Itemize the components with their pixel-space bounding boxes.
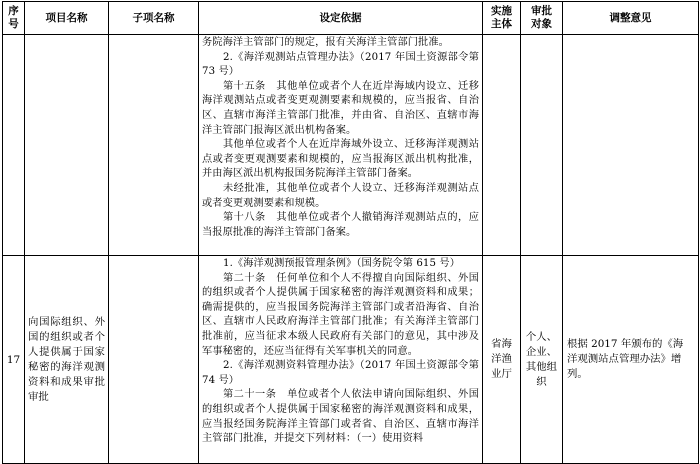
basis-paragraph: 2.《海洋观测站点管理办法》（2017 年国土资源部令第 73 号） (202, 51, 479, 78)
basis-paragraph: 第二十条 任何单位和个人不得擅自向国际组织、外国的组织或者个人提供属于国家秘密的海洋观测资料和成果；确需提供的，应当报国务院海洋主管部门或者沿海省、自治区、直辖市人民政府海洋主管部门批准；有关海洋主管部门批准前，应当征求本级人民政府有关部门的意见，其中涉及军事秘密的，还应当征得有关军事机关的同意。 (202, 272, 479, 357)
basis-paragraph: 务院海洋主管部门的规定，报有关海洋主管部门批准。 (202, 37, 449, 48)
row-basis (199, 256, 483, 464)
table-header-row (3, 2, 699, 35)
header-opinion: 调整意见 (563, 2, 699, 35)
basis-paragraph: 第十八条 其他单位或者个人撤销海洋观测站点的，应当报原批准的海洋主管部门备案。 (202, 212, 479, 238)
basis-paragraph: 未经批准，其他单位或者个人设立、迁移海洋观测站点或者变更观测要素和规模。 (202, 182, 479, 209)
cell-opinion (563, 35, 699, 256)
header-sub-item: 子项名称 (109, 2, 199, 35)
basis-paragraph: 其他单位或者个人在近岸海域外设立、迁移海洋观测站点或者变更观测要素和规模的，应当报海区派出机构批准，并由海区派出机构报国务院海洋主管部门备案。 (202, 139, 479, 180)
table-row (3, 35, 699, 256)
cell-item-name (25, 35, 109, 256)
basis-paragraph: 1.《海洋观测预报管理条例》（国务院令第 615 号） (223, 258, 460, 269)
row-target: 个人、企业、其他组织 (521, 256, 563, 464)
basis-paragraph: 第十五条 其他单位或者个人在近岸海域内设立、迁移海洋观测站点或者变更观测要素和规模的，应当报省、自治区、直辖市海洋主管部门批准，并由省、自治区、直辖市海洋主管部门报海区派出机构备案。 (202, 80, 479, 136)
cell-basis (199, 35, 483, 256)
header-seq: 序号 (3, 2, 25, 35)
cell-target (521, 35, 563, 256)
header-item-name: 项目名称 (25, 2, 109, 35)
cell-executor (483, 35, 521, 256)
row-seq-17: 17 (3, 256, 25, 464)
row-item-name: 向国际组织、外国的组织或者个人提供属于国家秘密的海洋观测资料和成果审批审批 (25, 256, 109, 464)
table-row (3, 256, 699, 464)
basis-paragraph: 第二十一条 单位或者个人依法申请向国际组织、外国的组织或者个人提供属于国家秘密的海洋观测资料和成果，应当报经国务院海洋主管部门或者省、自治区、直辖市海洋主管部门批准，并提交下列材料：（一）使用资料 (202, 389, 479, 445)
basis-paragraph: 2.《海洋观测资料管理办法》（2017 年国土资源部令第 74 号） (202, 360, 479, 386)
header-target: 审批对象 (521, 2, 563, 35)
row-executor: 省海洋渔业厅 (483, 256, 521, 464)
row-opinion: 根据 2017 年颁布的《海洋观测站点管理办法》增列。 (563, 256, 699, 464)
cell-seq (3, 35, 25, 256)
header-executor: 实施主体 (483, 2, 521, 35)
row-sub-item (109, 256, 199, 464)
cell-sub-item (109, 35, 199, 256)
approval-items-table (2, 1, 699, 464)
header-basis: 设定依据 (199, 2, 483, 35)
